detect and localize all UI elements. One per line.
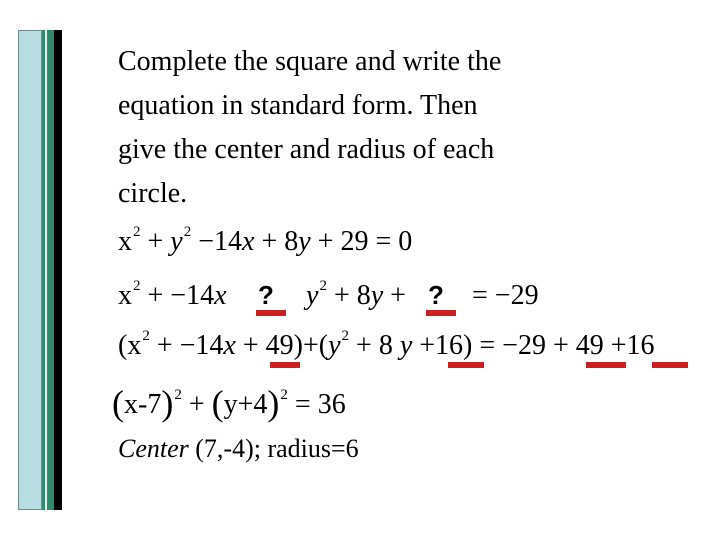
eq-term: y+4 bbox=[223, 389, 268, 420]
question-mark: ? bbox=[258, 280, 274, 310]
eq-term: −14 bbox=[191, 226, 243, 257]
paren: ) bbox=[267, 383, 280, 423]
question-mark: ? bbox=[428, 280, 444, 310]
eq-term: x bbox=[242, 226, 255, 257]
eq-term: + 8 bbox=[326, 280, 371, 311]
exponent: 2 bbox=[133, 224, 141, 240]
highlight-16-rhs bbox=[652, 362, 688, 368]
blank-underline bbox=[256, 310, 286, 316]
center-radius-answer bbox=[118, 434, 359, 464]
equation-completed bbox=[118, 330, 655, 362]
exponent: 2 bbox=[280, 387, 288, 403]
instruction-line: give the center and radius of each bbox=[118, 134, 495, 165]
center-label: Center bbox=[118, 434, 189, 463]
eq-term: y bbox=[328, 330, 341, 361]
eq-term: +16) = −29 + 49 +16 bbox=[412, 330, 655, 361]
exponent: 2 bbox=[341, 328, 350, 344]
eq-term: + 8 bbox=[254, 226, 299, 257]
eq-term: x bbox=[118, 280, 132, 311]
eq-term: y bbox=[298, 226, 311, 257]
equation-original bbox=[118, 226, 412, 258]
instruction-line: Complete the square and write the bbox=[118, 46, 502, 77]
exponent: 2 bbox=[174, 387, 182, 403]
equation-standard-form bbox=[112, 380, 346, 422]
eq-term: + bbox=[383, 280, 406, 311]
eq-term: x bbox=[223, 330, 236, 361]
eq-term: + 8 bbox=[349, 330, 400, 361]
center-value: (7,-4); radius=6 bbox=[188, 434, 359, 463]
eq-term: + 29 = 0 bbox=[310, 226, 413, 257]
eq-term: (x bbox=[118, 330, 142, 361]
blank-underline bbox=[426, 310, 456, 316]
exponent: 2 bbox=[142, 328, 150, 344]
highlight-16 bbox=[448, 362, 484, 368]
eq-term: y bbox=[370, 280, 384, 311]
eq-term: + 49)+( bbox=[235, 330, 329, 361]
paren: ( bbox=[211, 383, 224, 423]
eq-term: x-7 bbox=[124, 389, 162, 420]
left-stripe bbox=[45, 30, 47, 510]
eq-term: + −14 bbox=[149, 330, 224, 361]
exponent: 2 bbox=[319, 278, 327, 294]
equation-grouped-rhs: = −29 bbox=[472, 280, 539, 311]
eq-term: x bbox=[214, 280, 227, 311]
eq-term: y bbox=[170, 226, 183, 257]
highlight-49-rhs bbox=[586, 362, 626, 368]
eq-term: + −14 bbox=[140, 280, 215, 311]
left-accent-bar bbox=[42, 30, 54, 510]
eq-term: x bbox=[118, 226, 132, 257]
paren: ) bbox=[161, 383, 174, 423]
eq-term: = 36 bbox=[287, 389, 346, 420]
exponent: 2 bbox=[183, 224, 192, 240]
equation-grouped-y bbox=[306, 280, 406, 312]
instructions bbox=[118, 40, 558, 216]
equation-grouped bbox=[118, 280, 227, 312]
exponent: 2 bbox=[133, 278, 141, 294]
instruction-line: circle. bbox=[118, 178, 188, 209]
eq-term: y bbox=[306, 280, 319, 311]
eq-term: + bbox=[181, 389, 212, 420]
instruction-line: equation in standard form. Then bbox=[118, 90, 478, 121]
left-dark-bar bbox=[54, 30, 62, 510]
paren: ( bbox=[112, 383, 124, 423]
left-decorative-bar bbox=[18, 30, 42, 510]
highlight-49 bbox=[270, 362, 300, 368]
eq-term: + bbox=[140, 226, 171, 257]
eq-term: y bbox=[399, 330, 413, 361]
